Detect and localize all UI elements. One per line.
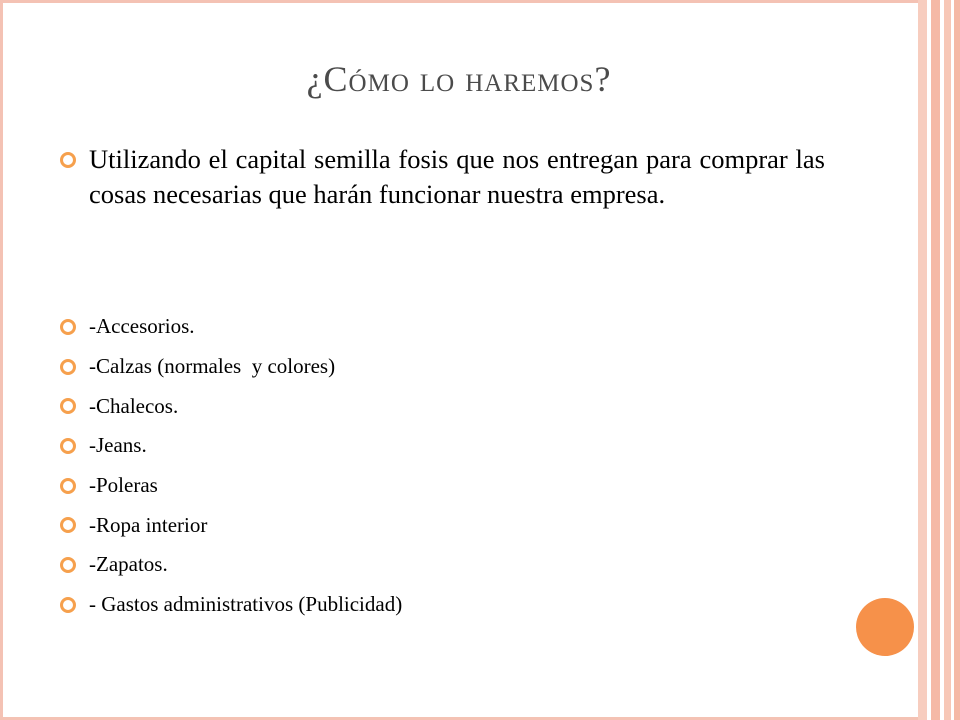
circle-bullet-icon xyxy=(60,398,76,414)
list-item xyxy=(60,347,860,387)
stripe xyxy=(944,0,951,720)
circle-bullet-icon xyxy=(60,438,76,454)
list-item xyxy=(60,585,860,625)
stripe xyxy=(931,0,940,720)
frame-top-border xyxy=(0,0,918,3)
intro-paragraph xyxy=(60,142,825,212)
list-item xyxy=(60,386,860,426)
orange-circle-decoration xyxy=(856,598,914,656)
list-item-text: -Jeans. xyxy=(89,433,147,458)
decorative-stripes xyxy=(918,0,960,720)
list-item-text: -Poleras xyxy=(89,473,158,498)
circle-bullet-icon xyxy=(60,517,76,533)
circle-bullet-icon xyxy=(60,478,76,494)
list-item xyxy=(60,307,860,347)
list-item xyxy=(60,466,860,506)
circle-bullet-icon xyxy=(60,319,76,335)
circle-bullet-icon xyxy=(60,359,76,375)
list-item xyxy=(60,545,860,585)
list-item-text: - Gastos administrativos (Publicidad) xyxy=(89,592,403,617)
slide-title: ¿Cómo lo haremos? xyxy=(306,59,612,99)
list-item-text: -Ropa interior xyxy=(89,512,208,537)
item-list xyxy=(60,307,860,625)
circle-bullet-icon xyxy=(60,152,76,168)
intro-text: Utilizando el capital semilla fosis que nos entregan para comprar las cosas necesarias que harán funcionar nuestra empresa. xyxy=(89,144,825,209)
list-item-text: -Chalecos. xyxy=(89,393,179,418)
circle-bullet-icon xyxy=(60,597,76,613)
circle-bullet-icon xyxy=(60,557,76,573)
stripe xyxy=(954,0,960,720)
frame-left-border xyxy=(0,0,3,720)
list-item-text: -Calzas (normales y colores) xyxy=(89,354,336,379)
list-item xyxy=(60,505,860,545)
list-item-text: -Accesorios. xyxy=(89,314,195,339)
stripe xyxy=(918,0,927,720)
list-item xyxy=(60,426,860,466)
list-item-text: -Zapatos. xyxy=(89,552,168,577)
